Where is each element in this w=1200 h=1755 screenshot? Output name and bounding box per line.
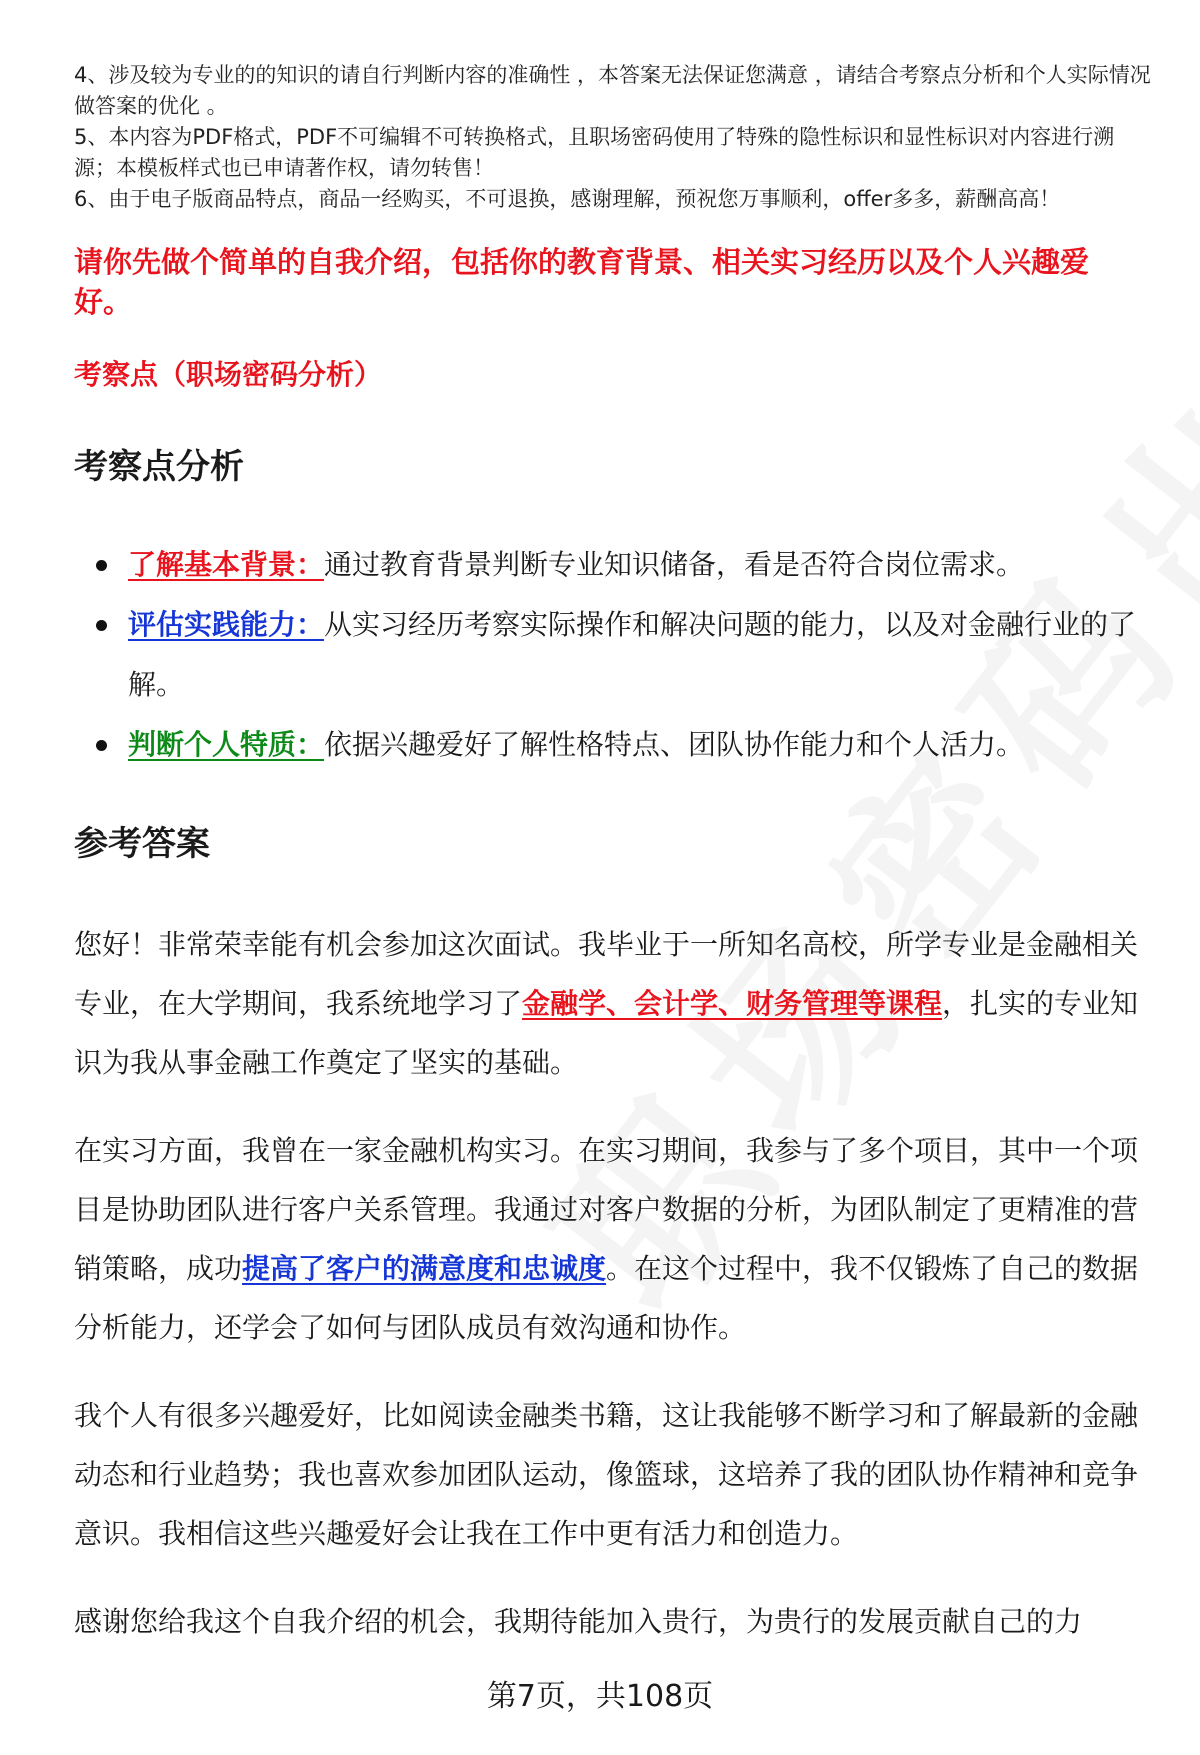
note-item: 4、涉及较为专业的的知识的请自行判断内容的准确性 ，本答案无法保证您满意 ，请结合考察点分析和个人实际情况做答案的优化 。 [74,63,1151,118]
answer-text: ，扎实的专业知识为我从事金融工作奠定了坚实的基础。 [74,987,1139,1079]
analysis-keyword: 判断个人特质： [128,728,325,761]
note-item: 6、由于电子版商品特点，商品一经购买，不可退换，感谢理解，预祝您万事顺利，offer多多，薪酬高高！ [74,187,1061,211]
analysis-text: 通过教育背景判断专业知识储备，看是否符合岗位需求。 [324,548,1025,581]
analysis-heading: 考察点分析 [74,447,244,487]
answer-heading: 参考答案 [74,824,210,864]
analysis-text: 从实习经历考察实际操作和解决问题的能力，以及对金融行业的了解。 [128,608,1137,701]
answer-paragraph: 我个人有很多兴趣爱好，比如阅读金融类书籍，这让我能够不断学习和了解最新的金融动态和行业趋势；我也喜欢参加团队运动，像篮球，这培养了我的团队协作精神和竞争意识。我相信这些兴趣爱好会让我在工作中更有活力和创造力。 [74,1399,1139,1550]
analysis-keyword: 评估实践能力： [128,608,325,641]
key-points-title: 考察点（职场密码分析） [74,358,383,391]
page-number: 第7页，共108页 [486,1679,714,1714]
answer-paragraph [74,1121,1154,1357]
bullet-icon [96,560,107,571]
answer-text: 在实习方面，我曾在一家金融机构实习。在实习期间，我参与了多个项目，其中一个项目是协助团队进行客户关系管理。我通过对客户数据的分析，为团队制定了更精准的营销策略，成功 [74,1134,1139,1285]
notes-section [74,60,1154,215]
bullet-icon [96,620,107,631]
analysis-text: 依据兴趣爱好了解性格特点、团队协作能力和个人活力。 [324,728,1025,761]
answer-paragraph: 感谢您给我这个自我介绍的机会，我期待能加入贵行，为贵行的发展贡献自己的力 [74,1605,1083,1638]
answer-paragraph [74,915,1154,1092]
analysis-item [74,595,1154,715]
interview-question: 请你先做个简单的自我介绍，包括你的教育背景、相关实习经历以及个人兴趣爱好。 [74,245,1090,319]
answer-highlight: 金融学、会计学、财务管理等课程 [522,987,943,1020]
answer-highlight: 提高了客户的满意度和忠诚度 [242,1252,607,1285]
answer-text: 。在这个过程中，我不仅锻炼了自己的数据分析能力，还学会了如何与团队成员有效沟通和协作。 [74,1252,1139,1344]
answer-text: 您好！非常荣幸能有机会参加这次面试。我毕业于一所知名高校，所学专业是金融相关专业，在大学期间，我系统地学习了 [74,928,1139,1020]
bullet-icon [96,740,107,751]
analysis-item [74,535,1154,595]
note-item: 5、本内容为PDF格式，PDF不可编辑不可转换格式，且职场密码使用了特殊的隐性标识和显性标识对内容进行溯源；本模板样式也已申请著作权，请勿转售！ [74,125,1115,180]
analysis-list [74,535,1154,775]
analysis-keyword: 了解基本背景： [128,548,325,581]
analysis-item [74,715,1154,775]
